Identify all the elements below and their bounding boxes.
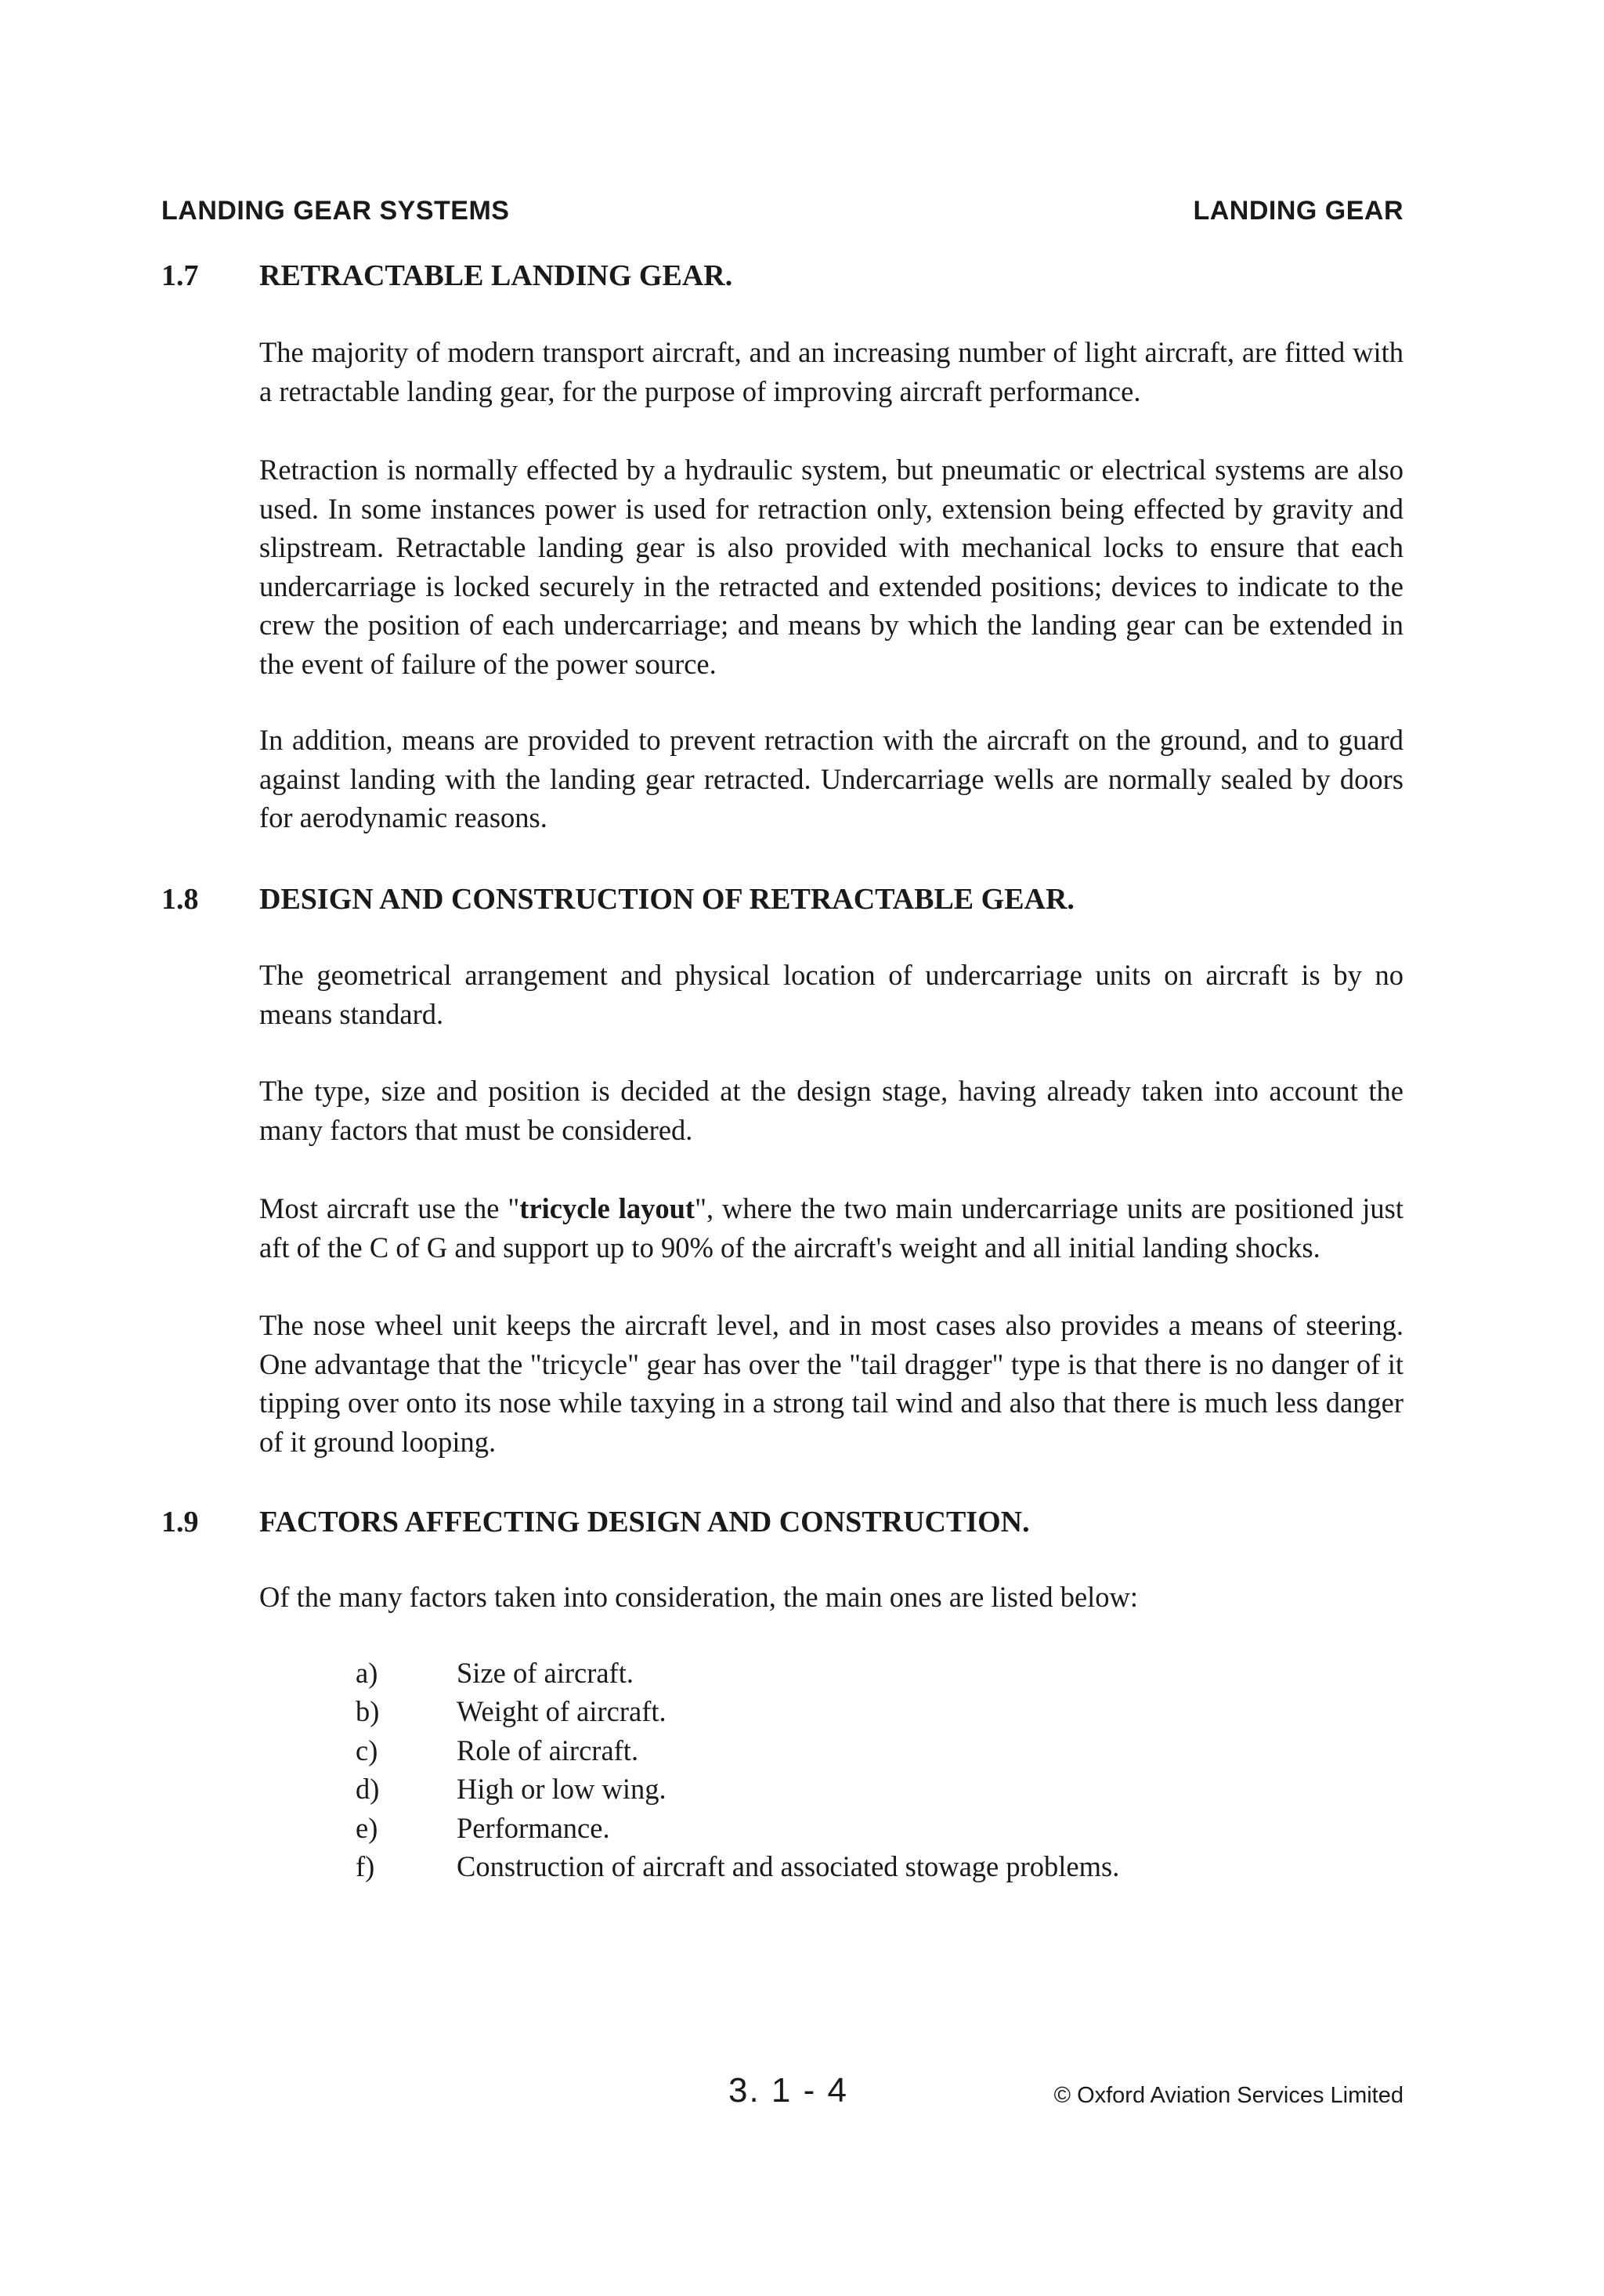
- list-letter: e): [356, 1812, 378, 1844]
- section-number: 1.7: [161, 259, 199, 292]
- section-title: FACTORS AFFECTING DESIGN AND CONSTRUCTION.: [259, 1506, 1030, 1539]
- section-number: 1.9: [161, 1506, 199, 1539]
- list-text: Size of aircraft.: [457, 1657, 634, 1689]
- section-title: DESIGN AND CONSTRUCTION OF RETRACTABLE GEAR.: [259, 883, 1075, 916]
- header-left: LANDING GEAR SYSTEMS: [161, 196, 510, 226]
- paragraph: Of the many factors taken into consideration, the main ones are listed below:: [259, 1581, 1139, 1613]
- section-title: RETRACTABLE LANDING GEAR.: [259, 259, 733, 292]
- list-text: Role of aircraft.: [457, 1734, 639, 1766]
- list-letter: b): [356, 1695, 380, 1727]
- paragraph: Retraction is normally effected by a hydraulic system, but pneumatic or electrical systems are also used. In some instances power is used for retraction only, extension being effected by gravity and slipstream. Retractable landing gear is also provided with mechanical locks to ensure that each undercarriage is locked securely in the retracted and extended positions; devices to indicate to the crew the position of each undercarriage; and means by which the landing gear can be extended in the event of failure of the power source.: [259, 454, 1404, 680]
- list-letter: c): [356, 1734, 378, 1766]
- paragraph: The majority of modern transport aircraft, and an increasing number of light aircraft, are fitted with a retractable landing gear, for the purpose of improving aircraft performance.: [259, 336, 1404, 407]
- list-text: High or low wing.: [457, 1773, 667, 1805]
- list-letter: f): [356, 1850, 375, 1882]
- paragraph: In addition, means are provided to prevent retraction with the aircraft on the ground, and to guard against landing with the landing gear retracted. Undercarriage wells are normally sealed by doors for aerodynamic reasons.: [259, 724, 1404, 833]
- section-number: 1.8: [161, 883, 199, 916]
- paragraph: [259, 1189, 1404, 1267]
- text: ", where the two main undercarriage units are positioned just aft of the C of G and support up to 90% of the aircraft's weight and all initial landing shocks.: [259, 1192, 1404, 1264]
- paragraph: The nose wheel unit keeps the aircraft level, and in most cases also provides a means of steering. One advantage that the "tricycle" gear has over the "tail dragger" type is that there is no danger of it tipping over onto its nose while taxying in a strong tail wind and also that there is much less danger of it ground looping.: [259, 1309, 1404, 1458]
- text: Most aircraft use the ": [259, 1192, 520, 1224]
- list-text: Construction of aircraft and associated stowage problems.: [457, 1850, 1120, 1882]
- paragraph: The type, size and position is decided at the design stage, having already taken into account the many factors that must be considered.: [259, 1075, 1404, 1146]
- list-letter: d): [356, 1773, 380, 1805]
- copyright-notice: © Oxford Aviation Services Limited: [1053, 2083, 1404, 2108]
- list-text: Weight of aircraft.: [457, 1695, 667, 1727]
- page-number: 3. 1 - 4: [728, 2071, 848, 2110]
- list-text: Performance.: [457, 1812, 610, 1844]
- emphasis: tricycle layout: [519, 1192, 695, 1224]
- header-right: LANDING GEAR: [1193, 196, 1404, 226]
- paragraph: The geometrical arrangement and physical location of undercarriage units on aircraft is by no means standard.: [259, 959, 1404, 1030]
- list-letter: a): [356, 1657, 378, 1689]
